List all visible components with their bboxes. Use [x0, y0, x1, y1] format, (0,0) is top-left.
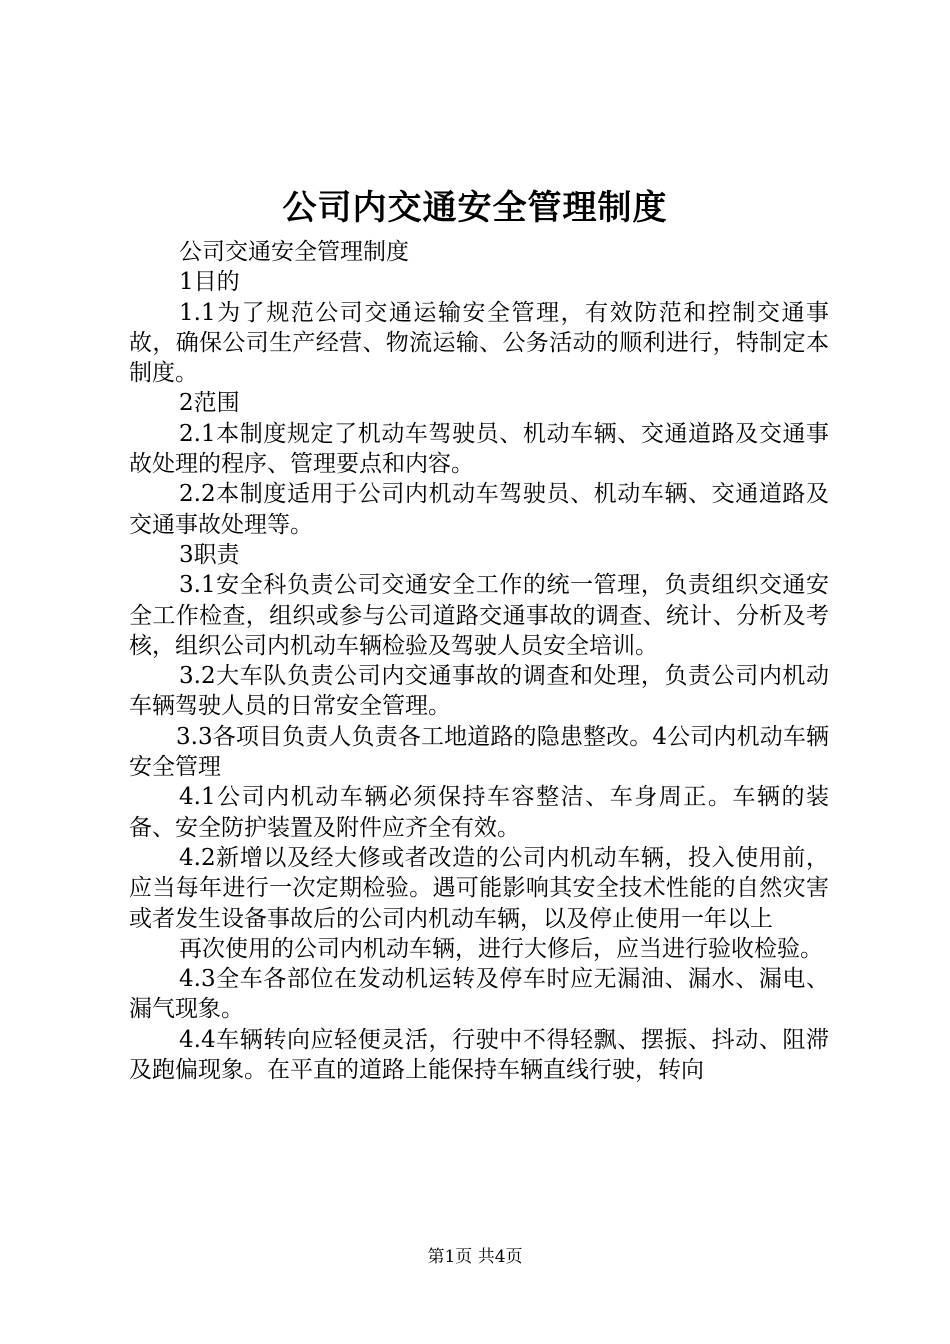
page-footer: 第1页 共4页 — [427, 1247, 523, 1267]
paragraph-1-1: 1.1为了规范公司交通运输安全管理，有效防范和控制交通事故，确保公司生产经营、物流运输、公务活动的顺利进行，特制定本制度。 — [129, 299, 829, 387]
paragraph-4-4: 4.4车辆转向应轻便灵活，行驶中不得轻飘、摆振、抖动、阻滞及跑偏现象。在平直的道路上能保持车辆直线行驶，转向 — [129, 1026, 829, 1084]
section-heading-responsibility: 3职责 — [179, 541, 240, 568]
doc-subtitle: 公司交通安全管理制度 — [179, 239, 409, 265]
paragraph-3-2: 3.2大车队负责公司内交通事故的调查和处理，负责公司内机动车辆驾驶人员的日常安全管理。 — [129, 663, 829, 720]
section-heading-purpose: 1目的 — [179, 269, 240, 296]
paragraph-4-2: 4.2新增以及经大修或者改造的公司内机动车辆，投入使用前，应当每年进行一次定期检验。遇可能影响其安全技术性能的自然灾害或者发生设备事故后的公司内机动车辆，以及停止使用一年以上 — [129, 844, 829, 932]
paragraph-2-2: 2.2本制度适用于公司内机动车驾驶员、机动车辆、交通道路及交通事故处理等。 — [129, 481, 829, 538]
section-heading-scope: 2范围 — [179, 390, 240, 417]
paragraph-3-3: 3.3各项目负责人负责各工地道路的隐患整改。4公司内机动车辆安全管理 — [129, 723, 829, 781]
paragraph-2-1: 2.1本制度规定了机动车驾驶员、机动车辆、交通道路及交通事故处理的程序、管理要点和内容。 — [129, 420, 829, 478]
paragraph-3-1: 3.1安全科负责公司交通安全工作的统一管理，负责组织交通安全工作检查，组织或参与公司道路交通事故的调查、统计、分析及考核，组织公司内机动车辆检验及驾驶人员安全培训。 — [129, 572, 829, 659]
document-title: 公司内交通安全管理制度 — [282, 188, 668, 228]
paragraph-4-3: 4.3全车各部位在发动机运转及停车时应无漏油、漏水、漏电、漏气现象。 — [129, 966, 829, 1023]
document-body — [129, 237, 829, 1085]
paragraph-4-1: 4.1公司内机动车辆必须保持车容整洁、车身周正。车辆的装备、安全防护装置及附件应齐全有效。 — [129, 784, 829, 841]
paragraph-4-2-continued: 再次使用的公司内机动车辆，进行大修后，应当进行验收检验。 — [179, 935, 823, 962]
